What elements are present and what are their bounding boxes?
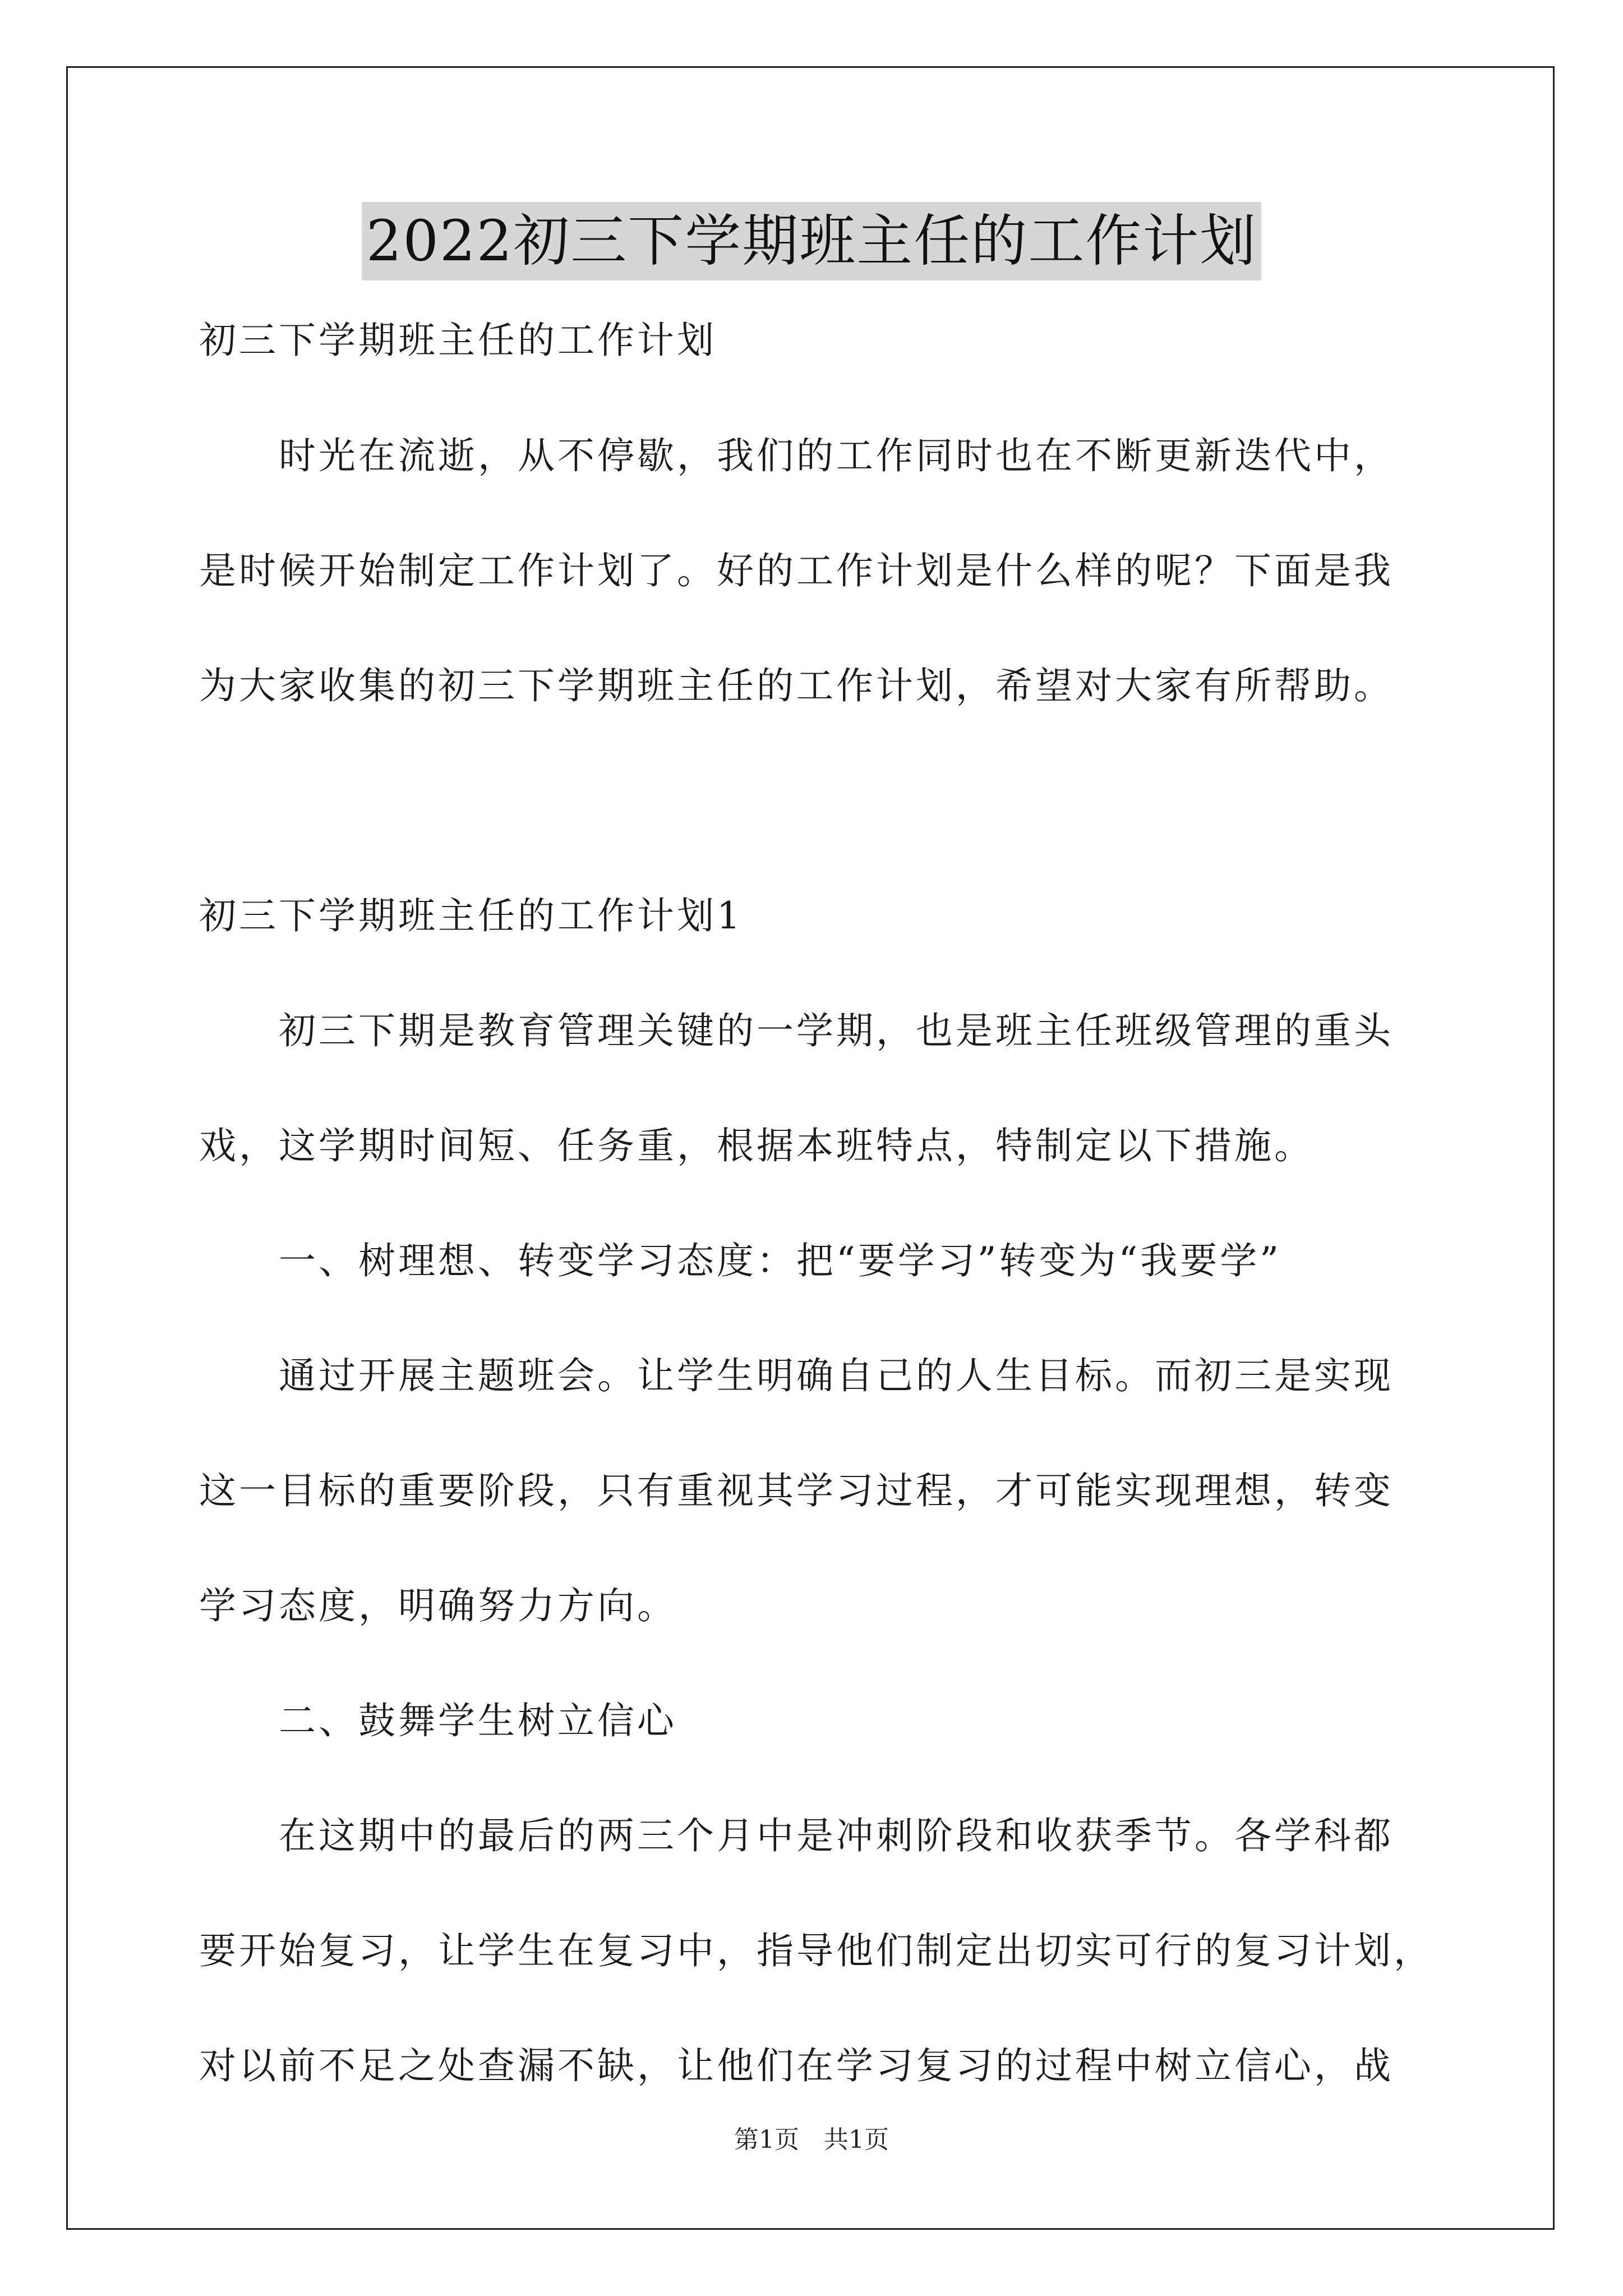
- section-heading: 初三下学期班主任的工作计划: [199, 319, 717, 362]
- paragraph-line: 学习态度，明确努力方向。: [199, 1584, 677, 1627]
- paragraph-line: 这一目标的重要阶段，只有重视其学习过程，才可能实现理想，转变: [199, 1469, 1394, 1512]
- paragraph-line: 二、鼓舞学生树立信心: [199, 1699, 677, 1742]
- title-container: [0, 202, 1623, 280]
- paragraph-line: 对以前不足之处查漏不缺，让他们在学习复习的过程中树立信心，战: [199, 2044, 1394, 2087]
- paragraph-line: 戏，这学期时间短、任务重，根据本班特点，特制定以下措施。: [199, 1124, 1314, 1167]
- paragraph-line: 时光在流逝，从不停歇，我们的工作同时也在不断更新迭代中，: [199, 434, 1394, 477]
- paragraph-line: 是时候开始制定工作计划了。好的工作计划是什么样的呢？下面是我: [199, 549, 1394, 592]
- section-heading: 初三下学期班主任的工作计划1: [199, 894, 743, 937]
- paragraph-line: 通过开展主题班会。让学生明确自己的人生目标。而初三是实现: [199, 1354, 1394, 1397]
- page-number: 第1页 共1页: [734, 2125, 889, 2154]
- document-title: 2022初三下学期班主任的工作计划: [362, 202, 1262, 280]
- paragraph-line: 要开始复习，让学生在复习中，指导他们制定出切实可行的复习计划，: [199, 1929, 1433, 1972]
- paragraph-line: 在这期中的最后的两三个月中是冲刺阶段和收获季节。各学科都: [199, 1814, 1394, 1857]
- paragraph-line: 初三下期是教育管理关键的一学期，也是班主任班级管理的重头: [199, 1009, 1394, 1052]
- paragraph-line: 为大家收集的初三下学期班主任的工作计划，希望对大家有所帮助。: [199, 664, 1394, 707]
- paragraph-line: 一、树理想、转变学习态度：把“要学习”转变为“我要学”: [199, 1239, 1281, 1282]
